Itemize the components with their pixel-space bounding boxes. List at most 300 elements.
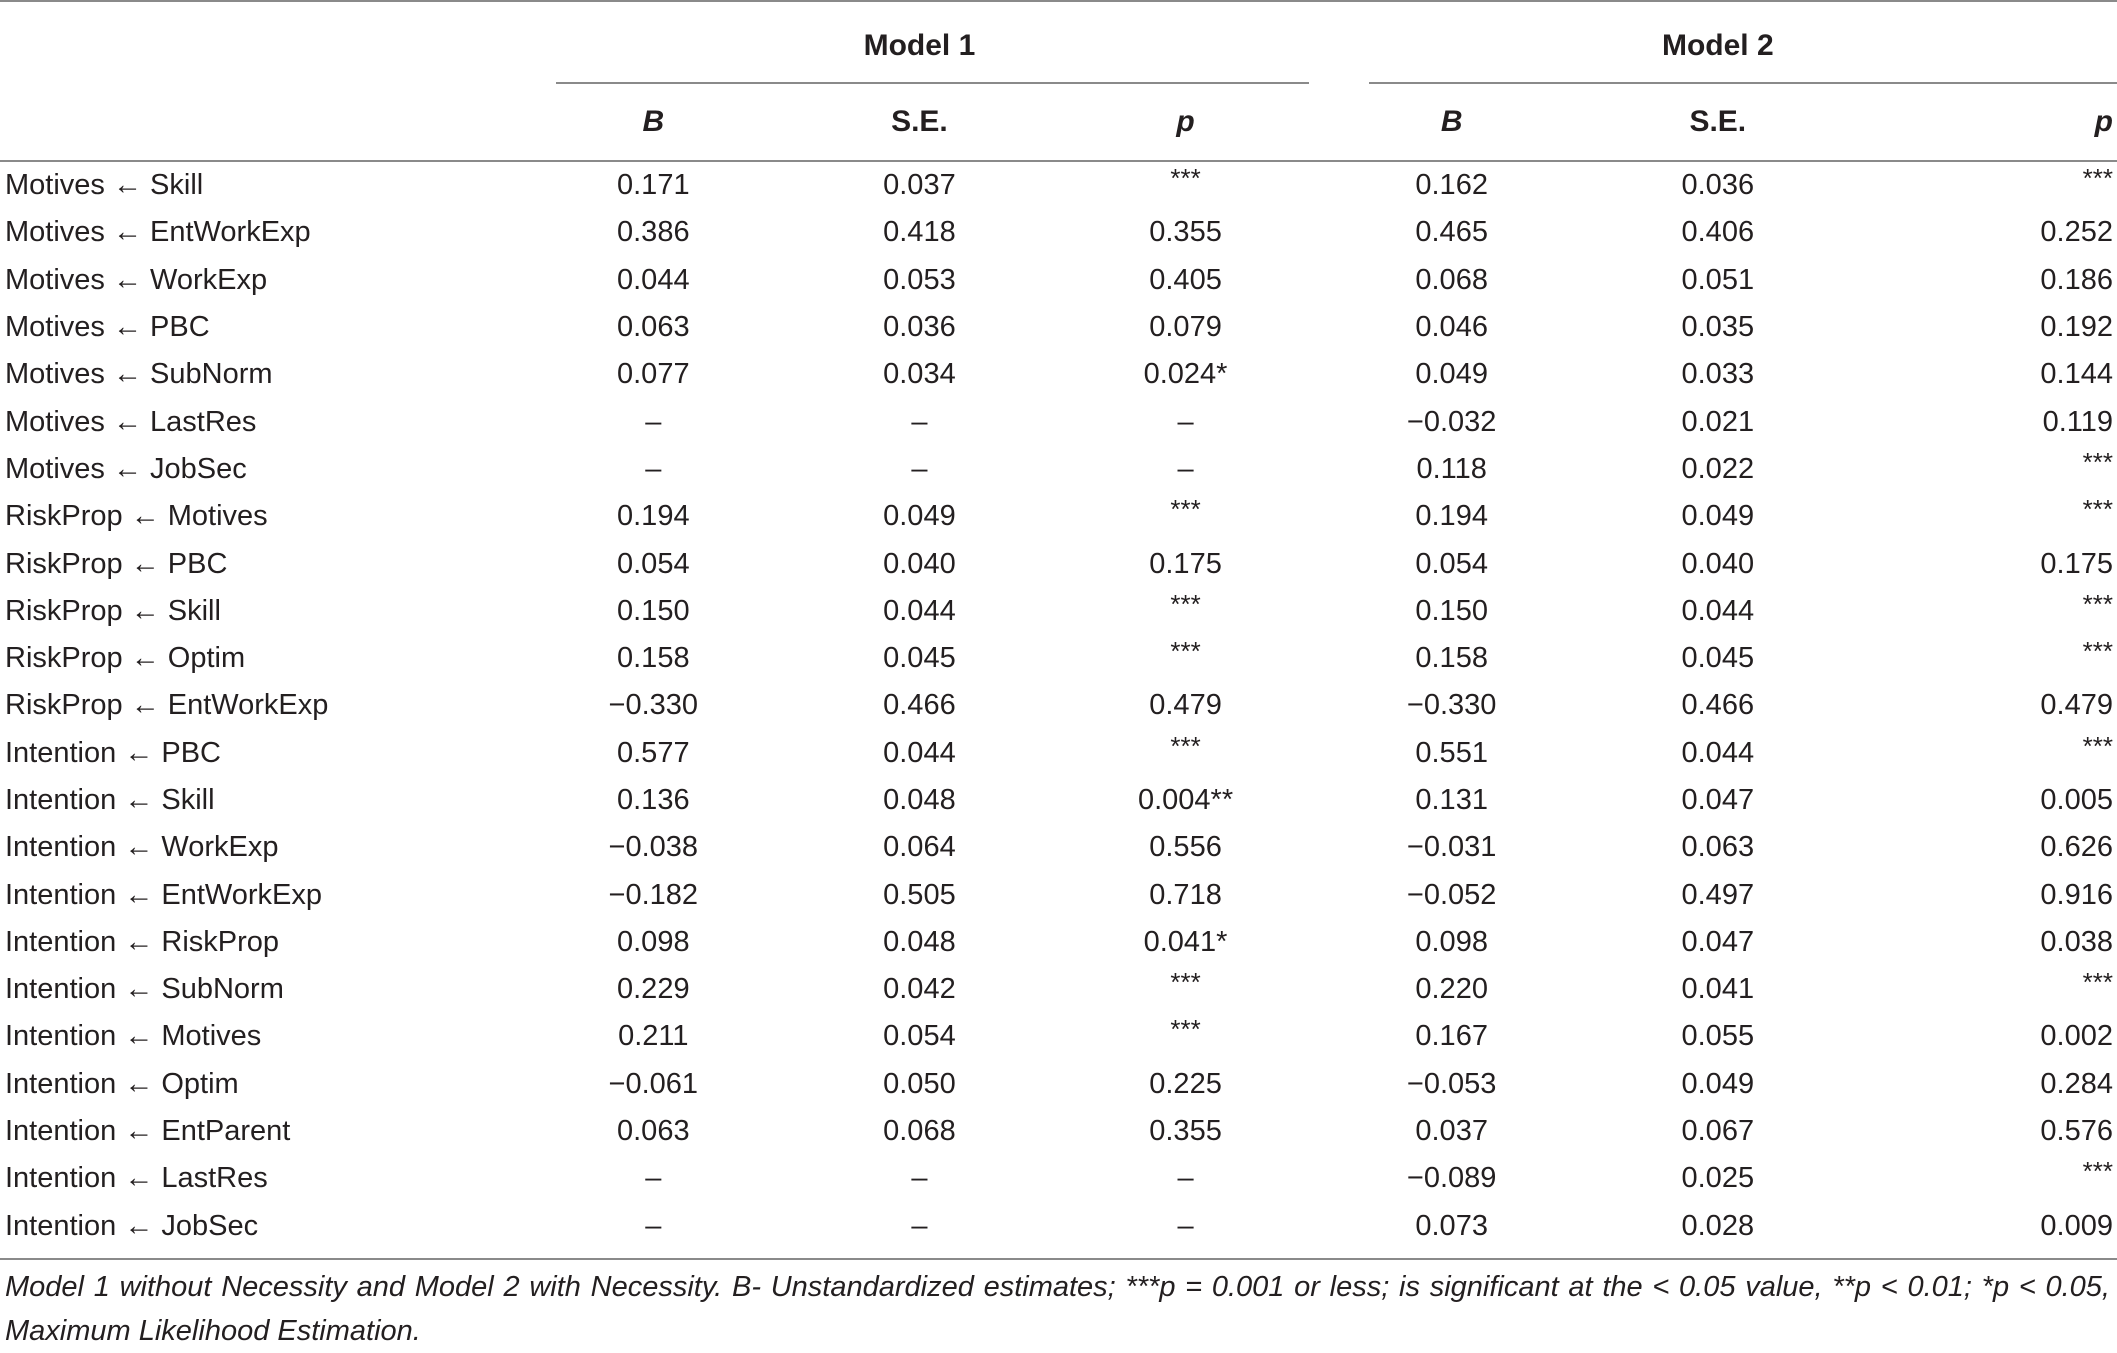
table-cell <box>1319 919 1585 966</box>
table-cell <box>1319 777 1585 824</box>
cell-value: 0.505 <box>883 878 956 911</box>
cell-value: – <box>911 452 928 485</box>
row-label: Motives ← LastRes <box>5 405 257 438</box>
cell-value: 0.211 <box>618 1020 689 1053</box>
cell-value: 0.037 <box>883 169 956 202</box>
cell-value: 0.054 <box>883 1020 956 1053</box>
table-cell <box>520 540 786 587</box>
cell-value: 0.049 <box>1681 500 1755 533</box>
table-cell <box>786 682 1052 729</box>
cell-value: 0.577 <box>617 736 690 769</box>
cell-value: 0.040 <box>1681 547 1755 580</box>
cell-value: 0.038 <box>2040 925 2113 958</box>
table-cell <box>1319 1013 1585 1060</box>
table-cell <box>786 824 1052 871</box>
row-label: Intention ← JobSec <box>0 1203 520 1259</box>
table-cell <box>520 257 786 304</box>
table-cell <box>786 1108 1052 1155</box>
table-cell <box>1052 730 1318 777</box>
cell-value: −0.052 <box>1406 878 1497 911</box>
cell-value: 0.021 <box>1681 405 1755 438</box>
cell-value: 0.192 <box>2040 311 2113 344</box>
cell-value: 0.047 <box>1681 784 1755 816</box>
table-cell <box>1319 588 1585 635</box>
table-cell <box>1851 919 2117 966</box>
table-cell <box>1052 966 1318 1013</box>
cell-value: 0.175 <box>2040 547 2113 580</box>
table-cell <box>1585 1013 1851 1060</box>
cell-value: 0.186 <box>2040 263 2113 296</box>
table-cell <box>786 540 1052 587</box>
table-cell <box>786 1013 1052 1060</box>
table-cell <box>520 209 786 256</box>
table-row <box>0 1061 2117 1108</box>
table-cell <box>786 588 1052 635</box>
cell-value: 0.053 <box>883 263 956 296</box>
cell-value: 0.158 <box>1415 642 1488 675</box>
table-cell <box>1585 777 1851 824</box>
table-cell <box>520 1061 786 1108</box>
table-cell <box>1319 257 1585 304</box>
table-cell <box>520 1013 786 1060</box>
table-row <box>0 635 2117 682</box>
cell-value: 0.077 <box>617 358 690 391</box>
table-cell <box>1851 1108 2117 1155</box>
table-cell <box>1851 304 2117 351</box>
cell-value: 0.055 <box>1681 1020 1755 1053</box>
cell-value: 0.054 <box>617 547 690 580</box>
group-header-label: Model 1 <box>863 29 976 62</box>
table-cell <box>1585 257 1851 304</box>
cell-value: *** <box>2082 730 2113 761</box>
cell-value: 0.556 <box>1149 831 1222 864</box>
cell-value: 0.063 <box>1681 831 1755 864</box>
cell-value: 0.040 <box>883 547 956 580</box>
table-row <box>0 1108 2117 1155</box>
cell-value: 0.068 <box>883 1115 956 1148</box>
cell-value: 0.386 <box>617 216 690 249</box>
cell-value: 0.479 <box>2040 689 2113 722</box>
cell-value: 0.034 <box>883 358 956 391</box>
table-cell <box>1851 1013 2117 1060</box>
table-cell <box>1851 540 2117 587</box>
table-cell <box>1585 1061 1851 1108</box>
cell-value: 0.252 <box>2040 216 2113 249</box>
table-row <box>0 919 2117 966</box>
cell-value: – <box>911 1162 928 1195</box>
cell-value: −0.031 <box>1406 831 1497 864</box>
table-cell <box>1319 446 1585 493</box>
cell-value: 0.041 <box>1681 973 1755 1006</box>
table-cell <box>786 1155 1052 1202</box>
table-cell <box>1585 824 1851 871</box>
cell-value: −0.330 <box>1406 689 1497 722</box>
table-cell <box>786 777 1052 824</box>
row-label: Intention ← EntParent <box>5 1115 291 1148</box>
table-cell <box>520 730 786 777</box>
table-cell <box>1851 824 2117 871</box>
table-cell <box>1585 966 1851 1013</box>
cell-value: 0.194 <box>1415 500 1488 533</box>
table-cell <box>1585 540 1851 587</box>
cell-value: 0.009 <box>2040 1209 2113 1242</box>
cell-value: *** <box>1170 967 1201 998</box>
table-cell <box>1319 824 1585 871</box>
table-cell <box>1851 351 2117 398</box>
row-label: Intention ← SubNorm <box>5 973 284 1006</box>
table-cell <box>1851 161 2117 209</box>
table-row <box>0 682 2117 729</box>
table-cell <box>1851 730 2117 777</box>
cell-value: – <box>1177 452 1194 485</box>
table-cell <box>1052 588 1318 635</box>
cell-value: 0.049 <box>1681 1067 1755 1100</box>
table-row <box>0 966 2117 1013</box>
cell-value: 0.025 <box>1681 1162 1755 1195</box>
group-rule-model-1 <box>556 82 1308 84</box>
row-label: Intention ← RiskProp <box>5 925 280 958</box>
table-cell <box>520 635 786 682</box>
cell-value: 0.044 <box>617 263 690 296</box>
table-cell <box>1052 1203 1318 1259</box>
cell-value: *** <box>2082 588 2113 619</box>
row-label: Intention ← PBC <box>5 736 221 769</box>
table-cell <box>1319 398 1585 445</box>
table-cell <box>786 1203 1052 1259</box>
col-header-b-model-2: B <box>1319 84 1585 161</box>
table-cell <box>1052 824 1318 871</box>
table-cell <box>520 824 786 871</box>
table-cell <box>786 161 1052 209</box>
table-cell <box>520 446 786 493</box>
group-header-row <box>0 8 2117 84</box>
table-cell <box>520 777 786 824</box>
col-header-se-model-1: S.E. <box>786 84 1052 161</box>
cell-value: 0.041* <box>1143 925 1228 958</box>
table-cell <box>786 493 1052 540</box>
table-body <box>0 161 2117 1259</box>
cell-value: *** <box>1170 494 1201 525</box>
table-cell <box>1585 304 1851 351</box>
cell-value: 0.466 <box>883 689 956 722</box>
cell-value: 0.045 <box>1681 642 1755 675</box>
cell-value: *** <box>1170 1014 1201 1045</box>
cell-value: −0.182 <box>608 878 699 911</box>
cell-value: 0.576 <box>2040 1115 2113 1148</box>
row-label: Intention ← EntWorkExp <box>5 878 323 911</box>
group-rule-model-2 <box>1369 82 2117 84</box>
table-cell <box>786 730 1052 777</box>
table-cell <box>1851 966 2117 1013</box>
col-header-p-model-2: p <box>1851 84 2117 161</box>
cell-value: 0.465 <box>1415 216 1488 249</box>
row-label: Intention ← Optim <box>5 1067 239 1100</box>
table-cell <box>520 966 786 1013</box>
cell-value: 0.046 <box>1415 311 1488 344</box>
table-cell <box>1851 682 2117 729</box>
cell-value: 0.036 <box>883 311 956 344</box>
row-label: Intention ← LastRes <box>5 1162 268 1195</box>
cell-value: 0.150 <box>1415 594 1488 627</box>
row-label: Motives ← WorkExp <box>5 263 268 296</box>
table-cell <box>1052 540 1318 587</box>
table-cell <box>1851 257 2117 304</box>
cell-value: 0.047 <box>1681 925 1755 958</box>
cell-value: 0.037 <box>1415 1115 1488 1148</box>
group-header-model-2 <box>1319 8 2117 84</box>
cell-value: 0.049 <box>883 500 956 533</box>
cell-value: 0.022 <box>1681 452 1755 485</box>
cell-value: 0.194 <box>617 500 690 533</box>
cell-value: 0.035 <box>1681 311 1755 344</box>
cell-value: – <box>1177 1209 1194 1242</box>
table-cell <box>520 304 786 351</box>
table-cell <box>786 398 1052 445</box>
col-header-se-model-2: S.E. <box>1585 84 1851 161</box>
table-cell <box>786 1061 1052 1108</box>
table-row <box>0 1013 2117 1060</box>
table-cell <box>1585 682 1851 729</box>
table-cell <box>1851 493 2117 540</box>
table-cell <box>1052 161 1318 209</box>
table-cell <box>1052 1155 1318 1202</box>
cell-value: 0.466 <box>1681 689 1755 722</box>
table-cell <box>1319 1203 1585 1259</box>
table-cell <box>786 209 1052 256</box>
cell-value: 0.229 <box>617 973 690 1006</box>
cell-value: 0.916 <box>2040 878 2113 911</box>
cell-value: 0.044 <box>1681 594 1755 627</box>
table-cell <box>1585 446 1851 493</box>
row-label: RiskProp ← Optim <box>5 642 246 675</box>
cell-value: *** <box>2082 163 2113 194</box>
table-cell <box>1851 588 2117 635</box>
table-cell <box>786 966 1052 1013</box>
cell-value: 0.405 <box>1149 263 1222 296</box>
table-cell <box>1851 209 2117 256</box>
cell-value: – <box>911 1209 928 1242</box>
cell-value: 0.131 <box>1415 784 1488 816</box>
table-row <box>0 351 2117 398</box>
table-cell <box>1319 1061 1585 1108</box>
table-cell <box>1585 1203 1851 1259</box>
cell-value: 0.158 <box>617 642 690 675</box>
cell-value: 0.626 <box>2040 831 2113 864</box>
table-row <box>0 1155 2117 1202</box>
cell-value: 0.048 <box>883 784 956 816</box>
cell-value: – <box>645 405 662 438</box>
cell-value: 0.050 <box>883 1067 956 1100</box>
table-cell <box>1319 730 1585 777</box>
table-row <box>0 209 2117 256</box>
cell-value: 0.284 <box>2040 1067 2113 1100</box>
cell-value: 0.355 <box>1149 216 1222 249</box>
row-label: Intention ← Motives <box>5 1020 262 1053</box>
table-cell <box>1585 351 1851 398</box>
table-row <box>0 588 2117 635</box>
cell-value: 0.175 <box>1149 547 1222 580</box>
table-cell <box>1319 209 1585 256</box>
table-cell <box>786 919 1052 966</box>
cell-value: 0.551 <box>1415 736 1488 769</box>
row-label: RiskProp ← Motives <box>5 500 268 533</box>
row-label: Intention ← Skill <box>5 784 215 816</box>
cell-value: 0.044 <box>1681 736 1755 769</box>
cell-value: 0.063 <box>617 311 690 344</box>
table-cell <box>1052 304 1318 351</box>
table-cell <box>1052 398 1318 445</box>
row-label: RiskProp ← EntWorkExp <box>5 689 329 722</box>
table-row <box>0 446 2117 493</box>
cell-value: 0.162 <box>1415 169 1488 202</box>
table-cell <box>1585 635 1851 682</box>
table-cell <box>1052 871 1318 918</box>
cell-value: 0.167 <box>1415 1020 1488 1053</box>
table-cell <box>1052 257 1318 304</box>
cell-value: – <box>1177 1162 1194 1195</box>
table-cell <box>1585 209 1851 256</box>
table-cell <box>1052 493 1318 540</box>
cell-value: 0.024* <box>1143 358 1228 391</box>
table-row <box>0 1203 2117 1259</box>
cell-value: 0.028 <box>1681 1209 1755 1242</box>
cell-value: 0.171 <box>617 169 690 202</box>
cell-value: 0.150 <box>617 594 690 627</box>
table-cell <box>520 871 786 918</box>
table-cell <box>1052 1108 1318 1155</box>
table-cell <box>520 398 786 445</box>
table-cell <box>1851 398 2117 445</box>
cell-value: 0.073 <box>1415 1209 1488 1242</box>
cell-value: *** <box>1170 636 1201 667</box>
table-cell <box>1851 635 2117 682</box>
table-cell <box>1052 446 1318 493</box>
cell-value: 0.144 <box>2040 358 2113 391</box>
table-cell <box>1851 1155 2117 1202</box>
table-row <box>0 161 2117 209</box>
cell-value: 0.002 <box>2040 1020 2113 1053</box>
cell-value: *** <box>1170 163 1201 194</box>
table-cell <box>520 1108 786 1155</box>
cell-value: 0.418 <box>883 216 956 249</box>
cell-value: 0.036 <box>1681 169 1755 202</box>
table-cell <box>1319 682 1585 729</box>
table-cell <box>1052 209 1318 256</box>
cell-value: 0.098 <box>617 925 690 958</box>
cell-value: 0.355 <box>1149 1115 1222 1148</box>
table-cell <box>1585 161 1851 209</box>
cell-value: 0.064 <box>883 831 956 864</box>
table-cell <box>1319 540 1585 587</box>
table-cell <box>786 351 1052 398</box>
cell-value: 0.033 <box>1681 358 1755 391</box>
cell-value: 0.067 <box>1681 1115 1755 1148</box>
cell-value: 0.045 <box>883 642 956 675</box>
group-header-label: Model 2 <box>1661 29 1774 62</box>
table-cell <box>1851 1203 2117 1259</box>
column-header-row <box>0 84 2117 161</box>
table-row <box>0 398 2117 445</box>
cell-value: 0.497 <box>1681 878 1755 911</box>
row-label: Motives ← JobSec <box>5 452 247 485</box>
table-cell <box>1319 871 1585 918</box>
row-label: Motives ← PBC <box>5 311 210 344</box>
cell-value: 0.718 <box>1149 878 1222 911</box>
cell-value: −0.089 <box>1406 1162 1497 1195</box>
table-cell <box>1585 588 1851 635</box>
row-label: Intention ← WorkExp <box>5 831 279 864</box>
table-cell <box>1851 446 2117 493</box>
table-cell <box>1585 493 1851 540</box>
table-cell <box>1585 1155 1851 1202</box>
cell-value: *** <box>2082 636 2113 667</box>
table-cell <box>1319 966 1585 1013</box>
cell-value: 0.048 <box>883 925 956 958</box>
table-cell <box>1585 871 1851 918</box>
cell-value: 0.225 <box>1149 1067 1222 1100</box>
table-cell <box>1585 919 1851 966</box>
table-row <box>0 730 2117 777</box>
cell-value: – <box>645 452 662 485</box>
cell-value: 0.049 <box>1415 358 1488 391</box>
table-cell <box>1319 635 1585 682</box>
table-cell <box>1052 919 1318 966</box>
table-row <box>0 871 2117 918</box>
table-row <box>0 493 2117 540</box>
cell-value: 0.044 <box>883 736 956 769</box>
table-row <box>0 304 2117 351</box>
table-cell <box>1052 1061 1318 1108</box>
cell-value: 0.004** <box>1137 784 1234 816</box>
cell-value: – <box>1177 405 1194 438</box>
table-cell <box>1052 682 1318 729</box>
cell-value: – <box>911 405 928 438</box>
table-cell <box>1851 871 2117 918</box>
cell-value: 0.136 <box>617 784 690 816</box>
cell-value: 0.098 <box>1415 925 1488 958</box>
table-cell <box>520 1203 786 1259</box>
row-label: Motives ← Skill <box>5 169 204 202</box>
cell-value: *** <box>1170 588 1201 619</box>
table-cell <box>1052 1013 1318 1060</box>
table-cell <box>1851 1061 2117 1108</box>
cell-value: 0.479 <box>1149 689 1222 722</box>
table-cell <box>1052 635 1318 682</box>
table-cell <box>520 919 786 966</box>
table-cell <box>520 1155 786 1202</box>
table-cell <box>1585 398 1851 445</box>
cell-value: 0.063 <box>617 1115 690 1148</box>
col-header-b-model-1: B <box>520 84 786 161</box>
table-cell <box>1319 351 1585 398</box>
row-label: Motives ← SubNorm <box>5 358 273 391</box>
table-cell <box>1851 777 2117 824</box>
cell-value: 0.220 <box>1415 973 1488 1006</box>
row-label: Motives ← EntWorkExp <box>5 216 311 249</box>
row-label: RiskProp ← Skill <box>5 594 221 627</box>
table-row <box>0 540 2117 587</box>
table-cell <box>786 871 1052 918</box>
cell-value: 0.044 <box>883 594 956 627</box>
row-label: RiskProp ← PBC <box>5 547 228 580</box>
cell-value: 0.119 <box>2042 405 2113 438</box>
cell-value: *** <box>2082 494 2113 525</box>
table-cell <box>1319 1108 1585 1155</box>
table-cell <box>786 635 1052 682</box>
table-cell <box>520 682 786 729</box>
cell-value: 0.005 <box>2040 784 2113 816</box>
cell-value: *** <box>2082 1156 2113 1187</box>
